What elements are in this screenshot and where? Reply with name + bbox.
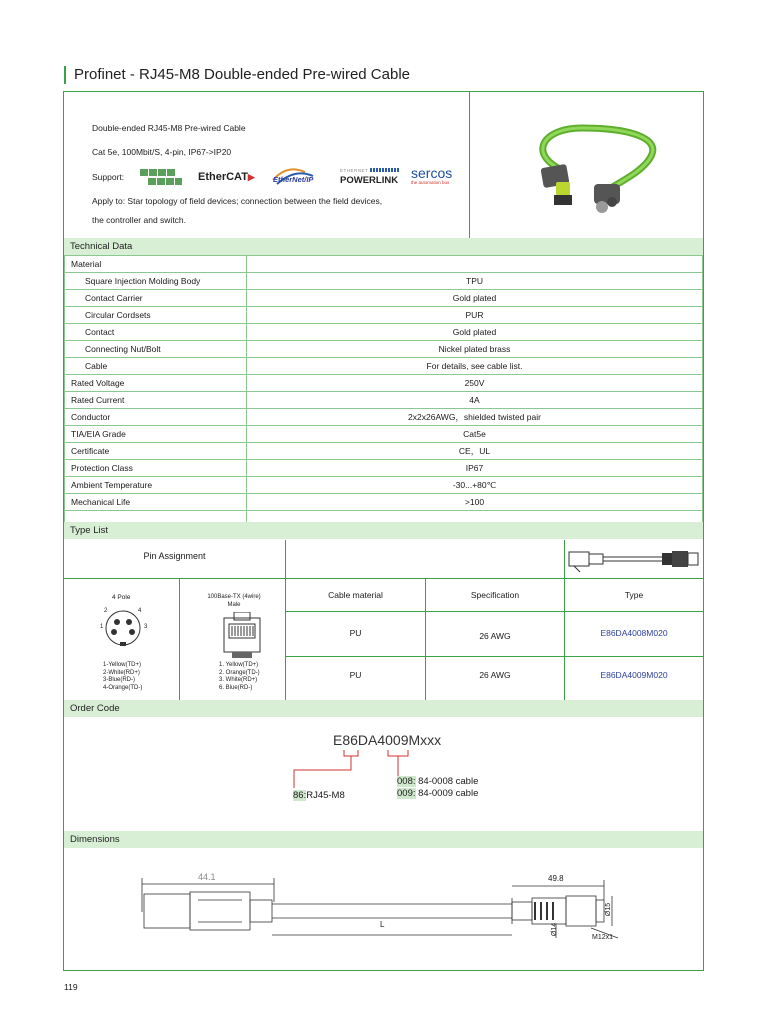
row-spec: 26 AWG [479, 670, 511, 680]
row-label: Rated Voltage [65, 375, 247, 392]
pole-number: 1 [100, 624, 104, 630]
row-value: For details, see cable list. [247, 358, 703, 375]
dim-dia15: Ø15 [605, 902, 613, 917]
sercos-logo: sercos the automation bus [411, 165, 453, 185]
dim-dia14: Ø14 [551, 922, 559, 937]
rj45-pin-list: 1. Yellow(TD+) 2. Orange(TD-) 3. White(RD+) 6. Blue(RD-) [219, 662, 260, 691]
row-label: Ambient Temperature [65, 477, 247, 494]
dimension-drawing [136, 872, 626, 944]
divider [64, 578, 703, 579]
row-value: TPU [247, 273, 703, 290]
rj45-title: 100Base-TX (4wire) Male [207, 594, 261, 608]
order-code-header: Order Code [64, 700, 703, 717]
row-value: CE，UL [247, 443, 703, 460]
cable-product-image [470, 92, 703, 238]
row-value: 4A [247, 392, 703, 409]
row-label: Rated Current [65, 392, 247, 409]
pole-number: 2 [104, 608, 108, 614]
row-label: Material [65, 256, 247, 273]
row-value: >100 [247, 494, 703, 511]
table-row [65, 256, 703, 273]
dim-thread: M12x1 [592, 934, 614, 941]
table-row [65, 477, 703, 494]
table-row [65, 494, 703, 511]
row-label: Protection Class [65, 460, 247, 477]
m8-pin-icon [100, 604, 152, 656]
intro-block [64, 92, 470, 238]
row-value [247, 256, 703, 273]
page-title: Profinet - RJ45-M8 Double-ended Pre-wired Cable [64, 66, 410, 84]
row-type-link[interactable]: E86DA4008M020 [600, 628, 668, 638]
row-value: IP67 [247, 460, 703, 477]
profinet-logo [138, 167, 184, 187]
table-row [65, 341, 703, 358]
table-row [65, 460, 703, 477]
pole-number: 3 [144, 624, 148, 630]
row-label: Contact Carrier [65, 290, 247, 307]
row-label: Cable [65, 358, 247, 375]
pin-assignment-label: Pin Assignment [143, 551, 206, 561]
cable-drawing-small [566, 544, 702, 576]
row-label: Square Injection Molding Body [65, 273, 247, 290]
col-type: Type [624, 590, 644, 600]
row-value: 250V [247, 375, 703, 392]
table-row [65, 307, 703, 324]
dim-left: 44.1 [198, 872, 216, 882]
order-left-option: 86:RJ45-M8 [293, 790, 345, 801]
pole-label: 4 Pole [112, 594, 131, 601]
col-cable-material: Cable material [328, 590, 383, 600]
technical-data-table [64, 255, 703, 528]
row-value: 2x2x26AWG，shielded twisted pair [247, 409, 703, 426]
page-number: 119 [64, 982, 78, 992]
row-spec: 26 AWG [479, 631, 511, 641]
row-value: Nickel plated brass [247, 341, 703, 358]
technical-data-header: Technical Data [64, 238, 703, 255]
row-value: Cat5e [247, 426, 703, 443]
powerlink-logo: ETHERNET POWERLINK [340, 168, 399, 186]
divider [285, 656, 703, 657]
order-option-2: 009: 84-0009 cable [397, 788, 479, 799]
type-list-header: Type List [64, 522, 703, 539]
table-row [65, 290, 703, 307]
row-label: TIA/EIA Grade [65, 426, 247, 443]
table-row [65, 426, 703, 443]
ethercat-logo: EtherCAT▶ [198, 171, 255, 183]
apply-line-1: Apply to: Star topology of field devices; connection between the field devices, [92, 196, 383, 206]
support-label: Support: [92, 172, 125, 182]
intro-line-1: Double-ended RJ45-M8 Pre-wired Cable [92, 123, 246, 133]
row-label: Conductor [65, 409, 247, 426]
row-value: PUR [247, 307, 703, 324]
row-label: Connecting Nut/Bolt [65, 341, 247, 358]
dim-length: L [380, 920, 385, 929]
table-row [65, 392, 703, 409]
row-type-link[interactable]: E86DA4009M020 [600, 670, 668, 680]
dimensions-header: Dimensions [64, 831, 703, 848]
m8-pin-list: 1-Yellow(TD+) 2-White(RD+) 3-Blue(RD-) 4-Orange(TD-) [103, 662, 143, 691]
table-row [65, 409, 703, 426]
row-value: -30...+80℃ [247, 477, 703, 494]
table-row [65, 324, 703, 341]
col-specification: Specification [470, 590, 520, 600]
order-option-1: 008: 84-0008 cable [397, 776, 479, 787]
rj45-icon [222, 612, 262, 658]
divider [179, 578, 180, 700]
ethernetip-logo: EtherNet/IP [269, 166, 331, 188]
table-row [65, 358, 703, 375]
order-code-value: E86DA4009Mxxx [333, 732, 442, 748]
table-row [65, 375, 703, 392]
divider [285, 611, 703, 612]
row-label: Mechanical Life [65, 494, 247, 511]
row-material: PU [349, 670, 362, 680]
dim-right: 49.8 [548, 874, 564, 883]
apply-line-2: the controller and switch. [92, 215, 187, 225]
pole-number: 4 [138, 608, 142, 614]
row-material: PU [349, 628, 362, 638]
row-label: Circular Cordsets [65, 307, 247, 324]
row-label: Contact [65, 324, 247, 341]
row-value: Gold plated [247, 324, 703, 341]
row-label: Certificate [65, 443, 247, 460]
intro-line-2: Cat 5e, 100Mbit/S, 4-pin, IP67->IP20 [92, 147, 232, 157]
table-row [65, 443, 703, 460]
row-value: Gold plated [247, 290, 703, 307]
table-row [65, 273, 703, 290]
